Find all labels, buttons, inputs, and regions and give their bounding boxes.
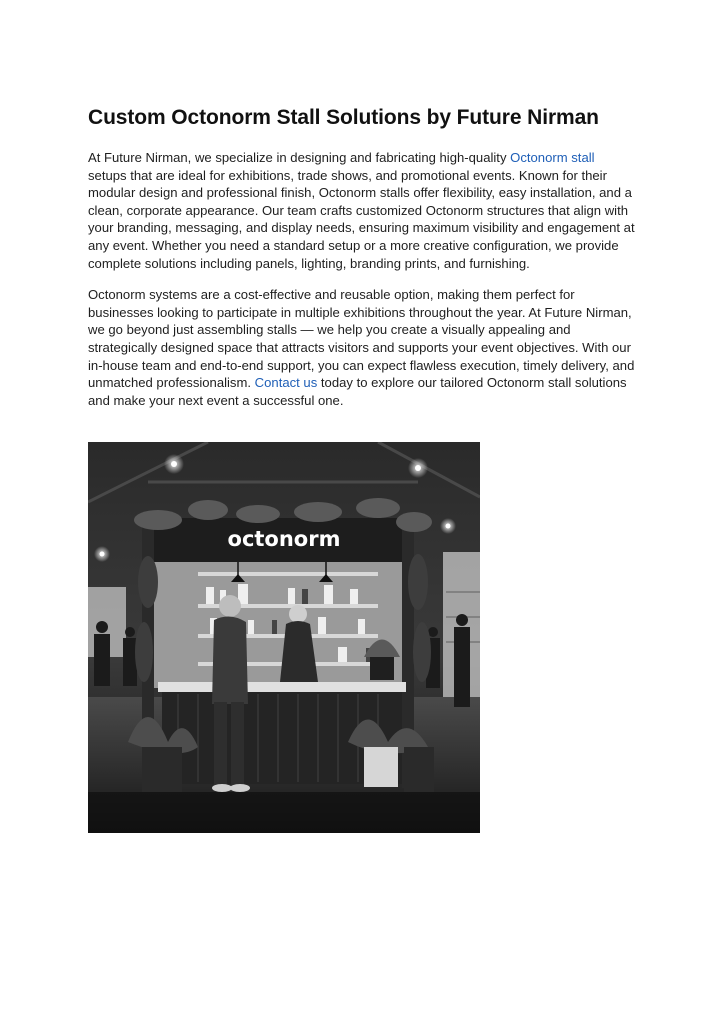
stall-sign-text: octonorm bbox=[227, 527, 341, 551]
second-paragraph bbox=[88, 286, 636, 409]
page-title: Custom Octonorm Stall Solutions by Future Nirman bbox=[88, 106, 599, 129]
intro-paragraph bbox=[88, 149, 636, 272]
intro-text-end: setups that are ideal for exhibitions, trade shows, and promotional events. Known for their modular design and professional finish, Octonorm stalls offer flexibility, easy installation, and a clean, corporate appearance. Our team crafts customized Octonorm structures that align with your branding, messaging, and display needs, ensuring maximum visibility and engagement at any event. Whether you need a standard setup or a more creative configuration, we provide complete solutions including panels, lighting, branding prints, and furnishing. bbox=[88, 167, 635, 271]
second-text-start: Octonorm systems are a cost-effective and reusable option, making them perfect for businesses looking to participate in multiple exhibitions throughout the year. At Future Nirman, we go beyond just assembling stalls — we help you create a visually appealing and strategically designed space that attracts visitors and supports your event objectives. With our in-house team and end-to-end support, you can expect flawless execution, timely delivery, and unmatched professionalism. bbox=[88, 287, 635, 391]
octonorm-stall-link[interactable]: Octonorm stall bbox=[510, 150, 595, 165]
stall-photo-illustration bbox=[88, 442, 480, 833]
second-text-end: today to explore our tailored Octonorm stall solutions and make your next event a successful one. bbox=[88, 375, 627, 408]
contact-us-link[interactable]: Contact us bbox=[254, 375, 318, 391]
intro-text-start: At Future Nirman, we specialize in designing and fabricating high-quality bbox=[88, 150, 511, 165]
document-body bbox=[88, 104, 636, 409]
stall-photo bbox=[88, 442, 480, 833]
